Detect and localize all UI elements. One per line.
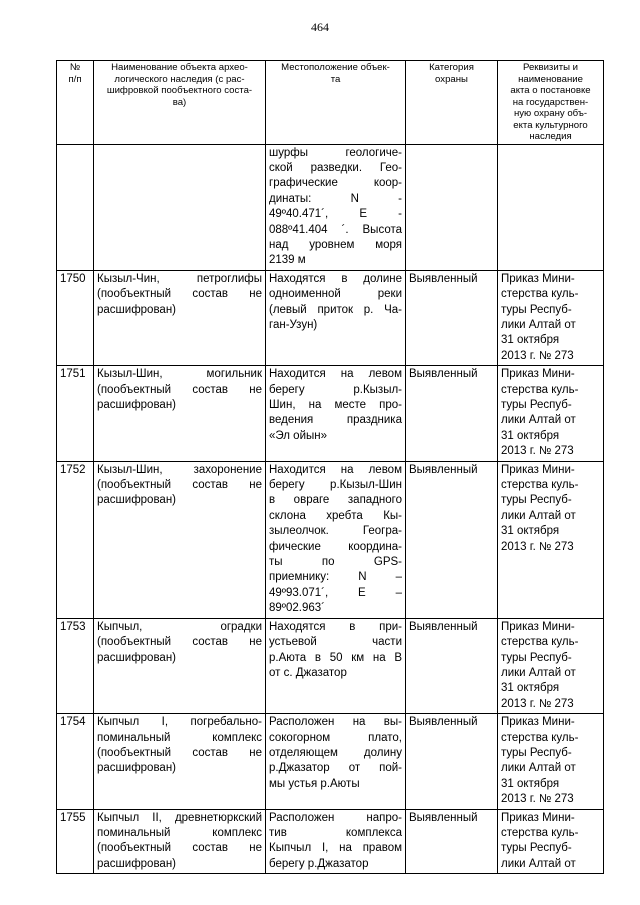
heritage-registry-table [56, 60, 604, 874]
row-number: 1751 [57, 366, 94, 461]
text-line: зылеолчок. Геогра- [269, 525, 402, 538]
requisites [498, 618, 604, 713]
text-line: лики Алтай от [501, 857, 576, 870]
protection-category: Выявленный [406, 809, 498, 874]
text-line: берегу р.Кызыл- [269, 383, 402, 396]
text-line: берегу р.Джазатор [269, 857, 369, 870]
object-location [266, 618, 406, 713]
text-line: Шин, на месте про- [269, 399, 402, 411]
text-line: ты по GPS- [269, 556, 402, 569]
text-line: Категория [429, 62, 474, 73]
text-line: Реквизиты и [522, 62, 579, 73]
text-line: стерства куль- [501, 288, 579, 301]
row-number: 1755 [57, 809, 94, 874]
text-line: Приказ Мини- [501, 811, 575, 824]
text-line: 49º93.071´, E – [269, 586, 402, 599]
text-line: ведения праздника [269, 414, 402, 427]
text-line: ва) [172, 96, 187, 108]
table-header-row [57, 61, 604, 145]
table-row [57, 270, 604, 365]
row-number [57, 144, 94, 270]
text-line: лики Алтай от [501, 762, 576, 775]
table-row [57, 144, 604, 270]
table-row [57, 714, 604, 809]
header-category [406, 61, 498, 145]
text-line: р.Джазатор от пой- [269, 762, 402, 775]
text-line: Приказ Мини- [501, 716, 575, 729]
table-row [57, 461, 604, 618]
text-line: мы устья р.Аюты [269, 777, 360, 790]
table-body [57, 144, 604, 874]
protection-category: Выявленный [406, 618, 498, 713]
object-name: Кыпчыл II, древнетюркский поминальный комплекс (пообъектный состав не расшифрован) [94, 809, 266, 874]
text-line: р.Аюта в 50 км на В [269, 651, 402, 664]
table-row [57, 809, 604, 874]
text-line: Приказ Мини- [501, 272, 575, 285]
text-line: туры Респуб- [501, 399, 572, 411]
text-line: от с. Джазатор [269, 666, 347, 679]
text-line: лики Алтай от [501, 666, 576, 679]
text-line: над уровнем моря [269, 238, 402, 251]
header-num [57, 61, 94, 145]
text-line: 49º40.471´, E - [269, 208, 402, 221]
table-row [57, 366, 604, 461]
requisites [498, 366, 604, 461]
text-line: Приказ Мини- [501, 368, 575, 381]
object-name [94, 144, 266, 270]
text-line: ную охрану объ- [513, 108, 588, 119]
text-line: стерства куль- [501, 826, 579, 839]
text-line: 2139 м [269, 254, 306, 267]
text-line: устьевой части [269, 636, 402, 649]
text-line: отделяющем долину [269, 746, 402, 759]
text-line: 31 октября [501, 525, 560, 538]
object-name: Кыпчыл, оградки (пообъектный состав не расшифрован) [94, 618, 266, 713]
text-line: Находится на левом [269, 368, 402, 381]
text-line: наименование [518, 73, 583, 85]
object-location [266, 809, 406, 874]
text-line: шифровкой пообъектного соста- [106, 85, 253, 96]
object-location [266, 461, 406, 618]
text-line: 2013 г. № 273 [501, 445, 574, 458]
text-line: лики Алтай от [501, 414, 576, 427]
text-line: Местоположение объек- [281, 62, 390, 73]
text-line: ской разведки. Гео- [269, 161, 402, 174]
text-line: логического наследия (с рас- [114, 73, 245, 85]
text-line: стерства куль- [501, 636, 579, 649]
text-line: ган-Узун) [269, 318, 318, 331]
text-line: сокогорном плато, [269, 731, 402, 744]
text-line: охраны [435, 73, 468, 85]
object-location [266, 366, 406, 461]
text-line: 31 октября [501, 777, 560, 790]
text-line: стерства куль- [501, 731, 579, 744]
object-location [266, 714, 406, 809]
text-line: Находятся в долине [269, 272, 402, 285]
requisites [498, 809, 604, 874]
text-line: Кыпчыл I, на правом [269, 842, 402, 855]
text-line: 31 октября [501, 429, 560, 442]
text-line: Приказ Мини- [501, 620, 575, 633]
text-line: (левый приток р. Ча- [269, 303, 402, 316]
protection-category: Выявленный [406, 366, 498, 461]
text-line: приемнику: N – [269, 571, 402, 584]
header-location [266, 61, 406, 145]
text-line: тив комплекса [269, 826, 402, 839]
text-line: туры Респуб- [501, 651, 572, 664]
row-number: 1753 [57, 618, 94, 713]
table-row [57, 618, 604, 713]
text-line: шурфы геологиче- [269, 146, 402, 159]
text-line: на государствен- [512, 96, 589, 108]
text-line: Расположен напро- [269, 811, 402, 824]
header-requisites [498, 61, 604, 145]
object-name: Кызыл-Чин, петроглифы (пообъектный состав не расшифрован) [94, 270, 266, 365]
text-line: туры Респуб- [501, 842, 572, 855]
text-line: динаты: N - [269, 192, 402, 205]
object-name: Кыпчыл I, погребально-поминальный комплекс (пообъектный состав не расшифрован) [94, 714, 266, 809]
text-line: лики Алтай от [501, 318, 576, 331]
row-number: 1750 [57, 270, 94, 365]
text-line: одноименной реки [269, 288, 402, 301]
requisites [498, 144, 604, 270]
text-line: стерства куль- [501, 383, 579, 396]
page-number: 464 [311, 20, 329, 34]
protection-category: Выявленный [406, 714, 498, 809]
text-line: Наименование объекта архео- [111, 62, 248, 73]
text-line: «Эл ойын» [269, 429, 328, 442]
row-number: 1752 [57, 461, 94, 618]
text-line: в овраге западного [269, 494, 402, 507]
text-line: п/п [68, 73, 82, 85]
text-line: туры Респуб- [501, 494, 572, 507]
row-number: 1754 [57, 714, 94, 809]
text-line: акта о постановке [510, 85, 591, 96]
object-name: Кызыл-Шин, могильник (пообъектный состав не расшифрован) [94, 366, 266, 461]
protection-category: Выявленный [406, 270, 498, 365]
header-name [94, 61, 266, 145]
text-line: графические коор- [269, 177, 402, 190]
text-line: лики Алтай от [501, 509, 576, 522]
protection-category [406, 144, 498, 270]
text-line: склона хребта Кы- [269, 509, 402, 522]
text-line: туры Респуб- [501, 746, 572, 759]
text-line: екта культурного [513, 119, 588, 131]
text-line: Находится на левом [269, 463, 402, 476]
text-line: та [330, 73, 341, 85]
text-line: 89º02.963´ [269, 602, 325, 615]
protection-category: Выявленный [406, 461, 498, 618]
object-location [266, 144, 406, 270]
text-line: 2013 г. № 273 [501, 540, 574, 553]
text-line: 088º41.404 ´. Высота [269, 223, 402, 236]
text-line: берегу р.Кызыл-Шин [269, 479, 402, 492]
text-line: Приказ Мини- [501, 463, 575, 476]
text-line: фические координа- [269, 540, 402, 553]
text-line: наследия [529, 131, 572, 142]
text-line: № [69, 62, 81, 73]
text-line: Находятся в при- [269, 620, 402, 633]
requisites [498, 714, 604, 809]
object-name: Кызыл-Шин, захоронение (пообъектный состав не расшифрован) [94, 461, 266, 618]
requisites [498, 461, 604, 618]
text-line: 2013 г. № 273 [501, 697, 574, 710]
text-line: 31 октября [501, 682, 560, 695]
requisites [498, 270, 604, 365]
text-line: стерства куль- [501, 479, 579, 492]
text-line: туры Респуб- [501, 303, 572, 316]
text-line: 31 октября [501, 334, 560, 347]
text-line: 2013 г. № 273 [501, 349, 574, 362]
text-line: Расположен на вы- [269, 716, 402, 729]
object-location [266, 270, 406, 365]
text-line: 2013 г. № 273 [501, 793, 574, 806]
